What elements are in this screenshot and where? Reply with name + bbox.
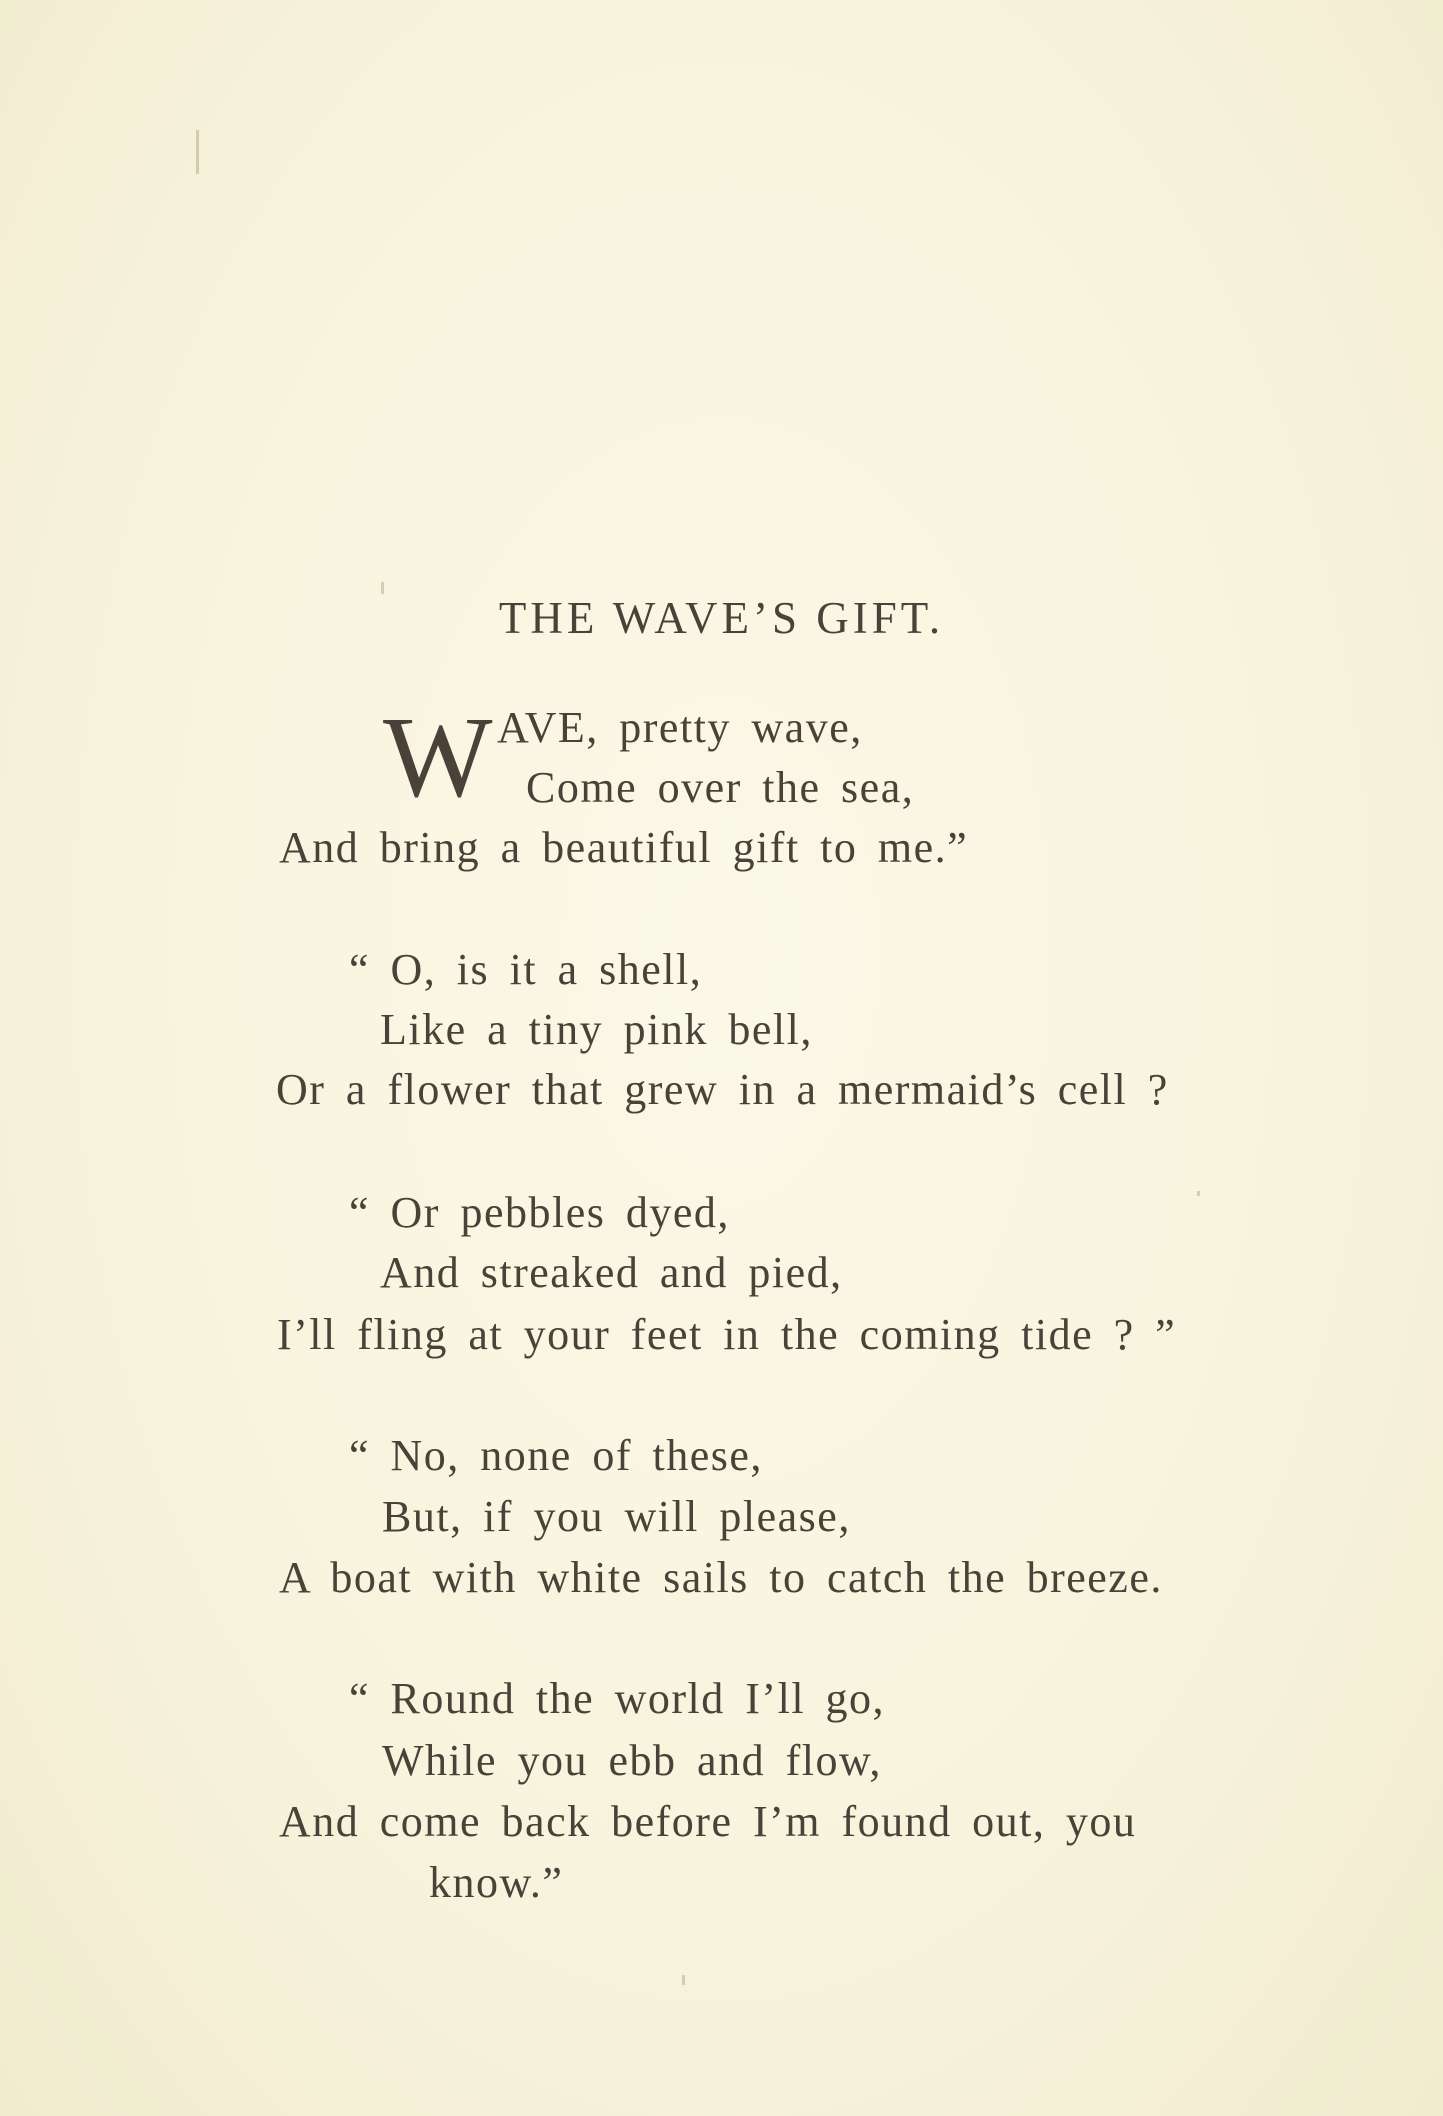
poem-line: AVE, pretty wave, — [497, 703, 863, 752]
poem-line: “ O, is it a shell, — [349, 945, 703, 994]
poem-line: “ No, none of these, — [349, 1431, 763, 1480]
poem-line: know.” — [429, 1858, 564, 1907]
poem-line: “ Or pebbles dyed, — [349, 1188, 730, 1237]
poem-line: A boat with white sails to catch the breeze. — [279, 1553, 1163, 1602]
poem-line: “ Round the world I’ll go, — [349, 1674, 886, 1723]
poem-line: Come over the sea, — [526, 763, 915, 812]
poem-line: Like a tiny pink bell, — [380, 1005, 813, 1054]
poem-line: And come back before I’m found out, you — [279, 1797, 1137, 1846]
page-speck — [682, 1975, 685, 1985]
poem-line: And streaked and pied, — [380, 1248, 843, 1297]
poem-line: I’ll fling at your feet in the coming tide ? ” — [277, 1310, 1177, 1359]
page-speck — [1197, 1191, 1200, 1196]
page-speck — [196, 130, 199, 174]
drop-cap: W — [383, 694, 493, 822]
poem-line: And bring a beautiful gift to me.” — [279, 823, 969, 872]
poem-title: THE WAVE’S GIFT. — [498, 593, 945, 643]
poem-line: But, if you will please, — [382, 1492, 851, 1541]
poem-line: While you ebb and flow, — [382, 1736, 882, 1785]
poem-line: Or a flower that grew in a mermaid’s cell ? — [276, 1065, 1169, 1114]
